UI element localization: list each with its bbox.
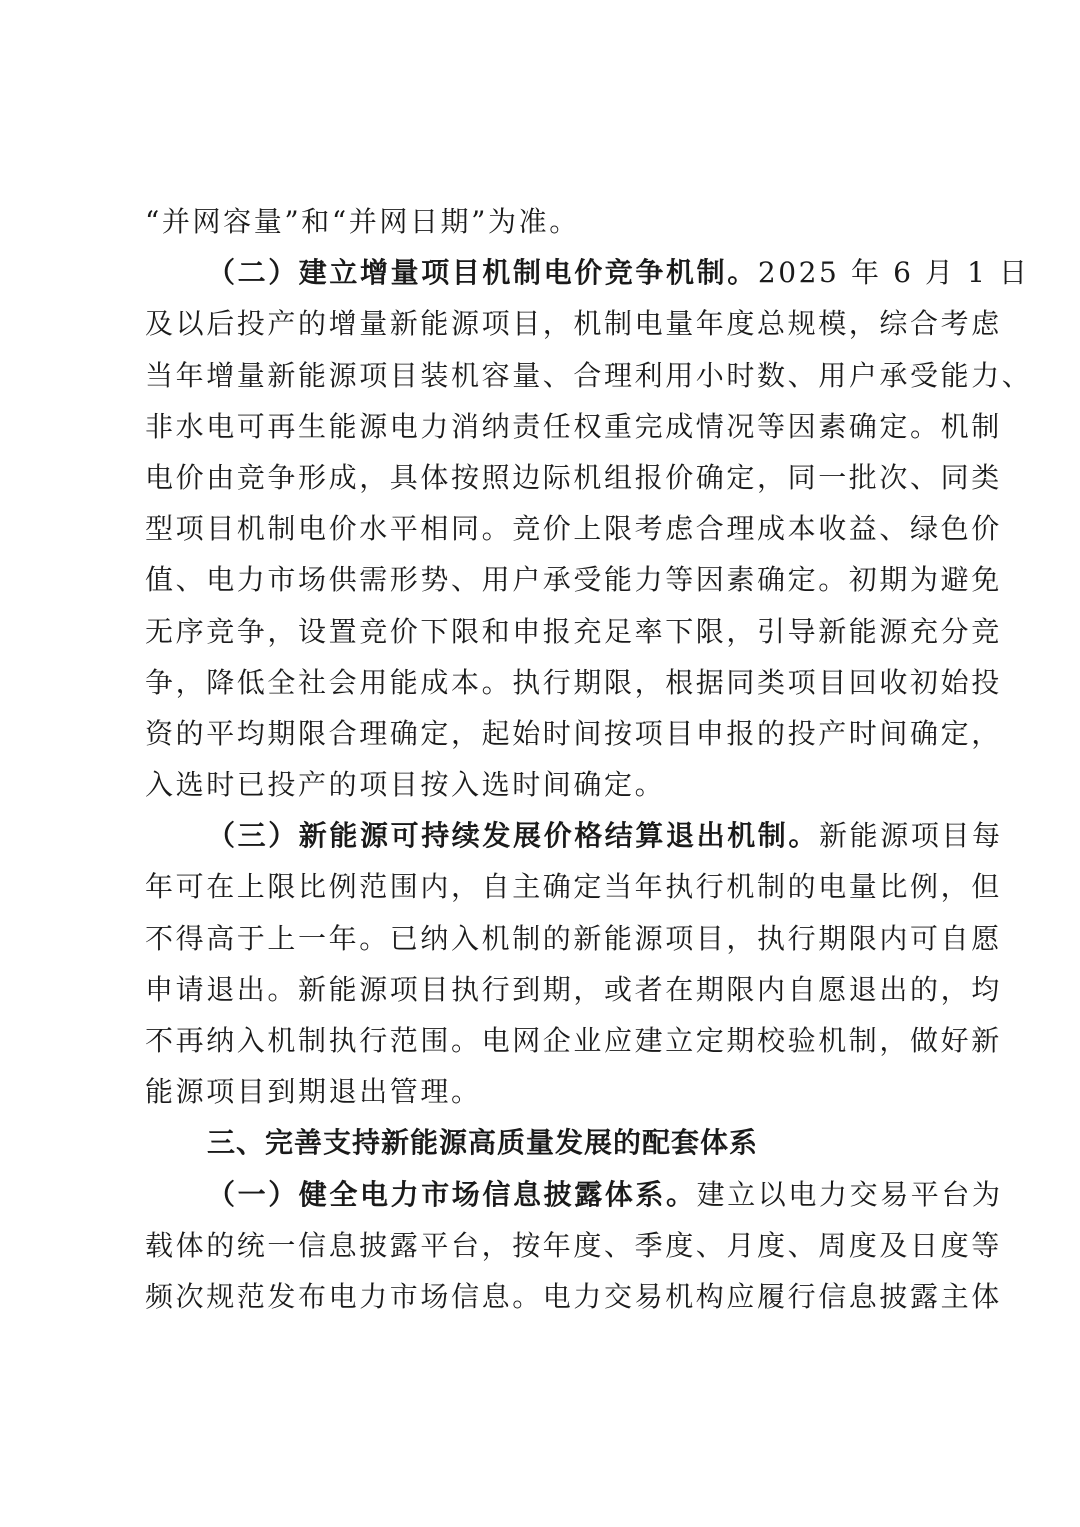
paragraph-line: 入选时已投产的项目按入选时间确定。 [145, 768, 666, 802]
paragraph-line [145, 810, 1003, 861]
paragraph-text: 建立以电力交易平台为 [696, 1177, 1003, 1211]
paragraph-line: 不得高于上一年。已纳入机制的新能源项目，执行期限内可自愿 [145, 921, 1002, 955]
section-lead-heading: （二）建立增量项目机制电价竞争机制。 [207, 256, 758, 290]
paragraph-line: 能源项目到期退出管理。 [145, 1075, 482, 1109]
paragraph-line: 载体的统一信息披露平台，按年度、季度、月度、周度及日度等 [145, 1228, 1002, 1262]
paragraph-line: 频次规范发布电力市场信息。电力交易机构应履行信息披露主体 [145, 1279, 1002, 1313]
paragraph-line: 无序竞争，设置竞价下限和申报充足率下限，引导新能源充分竞 [145, 614, 1002, 648]
paragraph-line: 电价由竞争形成，具体按照边际机组报价确定，同一批次、同类 [145, 460, 1002, 494]
paragraph-line: 当年增量新能源项目装机容量、合理利用小时数、用户承受能力、 [145, 358, 1033, 392]
paragraph-line: 非水电可再生能源电力消纳责任权重完成情况等因素确定。机制 [145, 409, 1002, 443]
paragraph-line [145, 247, 1030, 298]
paragraph-line: 及以后投产的增量新能源项目，机制电量年度总规模，综合考虑 [145, 307, 1002, 341]
paragraph-line: 申请退出。新能源项目执行到期，或者在期限内自愿退出的，均 [145, 972, 1002, 1006]
chapter-heading: 三、完善支持新能源高质量发展的配套体系 [207, 1126, 759, 1160]
paragraph-line: 不再纳入机制执行范围。电网企业应建立定期校验机制，做好新 [145, 1024, 1002, 1057]
paragraph-line [145, 1169, 1003, 1220]
document-page [145, 196, 1033, 1322]
paragraph-line: “并网容量”和“并网日期”为准。 [145, 205, 580, 238]
paragraph-line: 争，降低全社会用能成本。执行期限，根据同类项目回收初始投 [145, 665, 1002, 699]
paragraph-text: 2025 年 6 月 1 日 [757, 256, 1030, 290]
section-lead-heading: （一）健全电力市场信息披露体系。 [207, 1177, 697, 1211]
section-lead-heading: （三）新能源可持续发展价格结算退出机制。 [207, 819, 820, 853]
paragraph-line: 型项目机制电价水平相同。竞价上限考虑合理成本收益、绿色价 [145, 512, 1002, 546]
paragraph-line: 年可在上限比例范围内，自主确定当年执行机制的电量比例，但 [145, 870, 1002, 904]
paragraph-line: 资的平均期限合理确定，起始时间按项目申报的投产时间确定， [145, 716, 1002, 750]
paragraph-line: 值、电力市场供需形势、用户承受能力等因素确定。初期为避免 [145, 563, 1002, 597]
paragraph-text: 新能源项目每 [819, 819, 1003, 853]
